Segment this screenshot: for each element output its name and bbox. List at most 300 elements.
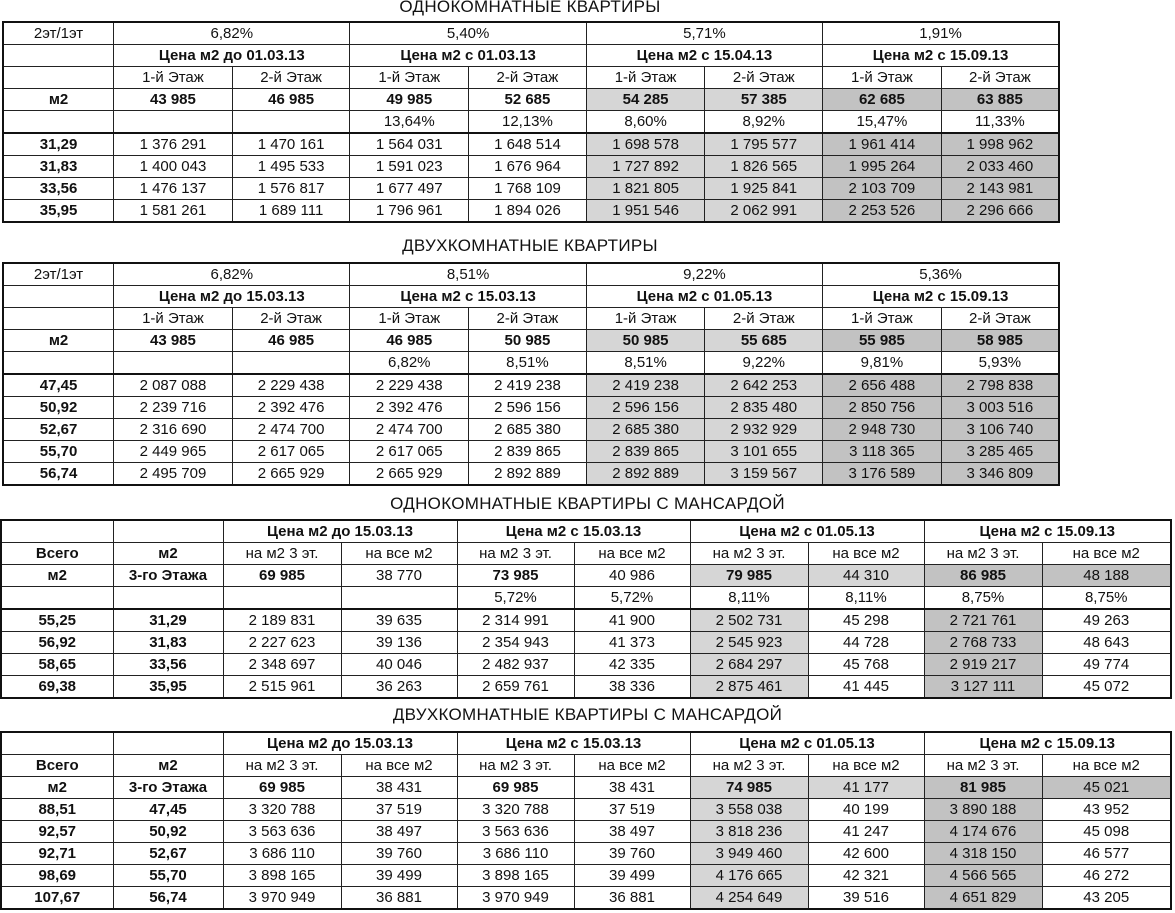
price-table-1room-attic	[0, 519, 1172, 699]
growth-percent: 12,13%	[469, 111, 587, 134]
growth-percent	[232, 352, 350, 375]
apartment-price: 1 476 137	[114, 178, 233, 200]
price-subheader: на все м2	[574, 755, 690, 777]
percent-increase: 5,71%	[586, 22, 822, 45]
apartment-price: 1 564 031	[350, 133, 469, 156]
price-subheader: на м2 3 эт.	[690, 543, 808, 565]
apartment-price: 1 648 514	[469, 133, 587, 156]
apartment-price: 2 798 838	[941, 374, 1059, 397]
apartment-price: 2 482 937	[457, 654, 574, 676]
section-title-1room-attic: ОДНОКОМНАТНЫЕ КВАРТИРЫ С МАНСАРДОЙ	[390, 494, 785, 513]
floor3-area: 31,29	[113, 609, 223, 632]
price-per-m2: 46 985	[350, 330, 469, 352]
area-m2: 33,56	[3, 178, 114, 200]
corner-label: 2эт/1эт	[3, 263, 114, 286]
growth-percent: 8,75%	[1042, 587, 1171, 610]
apartment-price: 2 596 156	[586, 397, 705, 419]
price-per-m2: 81 985	[924, 777, 1042, 799]
apartment-price: 41 445	[808, 676, 924, 699]
period-header: Цена м2 с 15.09.13	[924, 520, 1171, 543]
apartment-price: 45 768	[808, 654, 924, 676]
apartment-price: 2 839 865	[469, 441, 587, 463]
price-per-m2: 55 985	[823, 330, 942, 352]
table-row	[3, 441, 1059, 463]
apartment-price: 4 176 665	[690, 865, 808, 887]
apartment-price: 2 932 929	[705, 419, 823, 441]
percent-increase: 1,91%	[823, 22, 1059, 45]
apartment-price: 2 474 700	[232, 419, 350, 441]
period-header: Цена м2 с 15.03.13	[350, 286, 586, 308]
period-header: Цена м2 с 15.09.13	[823, 45, 1059, 67]
apartment-price: 3 346 809	[941, 463, 1059, 486]
empty-cell	[113, 732, 223, 755]
empty-cell	[3, 352, 114, 375]
price-table-1room	[2, 21, 1060, 223]
price-subheader: на м2 3 эт.	[223, 755, 341, 777]
apartment-price: 2 850 756	[823, 397, 942, 419]
price-per-m2-row	[1, 777, 1171, 799]
apartment-price: 2 449 965	[114, 441, 233, 463]
apartment-price: 1 727 892	[586, 156, 705, 178]
subheader-row	[1, 543, 1171, 565]
price-subheader: на все м2	[808, 543, 924, 565]
empty-cell	[113, 587, 223, 610]
apartment-price: 2 392 476	[350, 397, 469, 419]
floor-header: 1-й Этаж	[823, 308, 942, 330]
apartment-price: 2 919 217	[924, 654, 1042, 676]
apartment-price: 39 760	[574, 843, 690, 865]
apartment-price: 2 545 923	[690, 632, 808, 654]
apartment-price: 3 003 516	[941, 397, 1059, 419]
table-row	[1, 609, 1171, 632]
apartment-price: 43 205	[1042, 887, 1171, 910]
apartment-price: 1 576 817	[232, 178, 350, 200]
area-m2: 47,45	[3, 374, 114, 397]
apartment-price: 4 566 565	[924, 865, 1042, 887]
apartment-price: 49 774	[1042, 654, 1171, 676]
apartment-price: 2 835 480	[705, 397, 823, 419]
growth-percent: 8,60%	[586, 111, 705, 134]
apartment-price: 39 635	[341, 609, 457, 632]
percent-row	[3, 263, 1059, 286]
section-title-2room-attic: ДВУХКОМНАТНЫЕ КВАРТИРЫ С МАНСАРДОЙ	[392, 705, 783, 724]
area-m2: 56,74	[3, 463, 114, 486]
price-per-m2: 58 985	[941, 330, 1059, 352]
apartment-price: 1 821 805	[586, 178, 705, 200]
floor-row	[3, 67, 1059, 89]
apartment-price: 1 961 414	[823, 133, 942, 156]
growth-percent: 15,47%	[823, 111, 942, 134]
price-per-m2: 63 885	[941, 89, 1059, 111]
apartment-price: 44 728	[808, 632, 924, 654]
apartment-price: 38 497	[341, 821, 457, 843]
table-row	[1, 676, 1171, 699]
apartment-price: 1 826 565	[705, 156, 823, 178]
apartment-price: 3 970 949	[457, 887, 574, 910]
floor-header: 2-й Этаж	[469, 308, 587, 330]
apartment-price: 46 272	[1042, 865, 1171, 887]
apartment-price: 3 118 365	[823, 441, 942, 463]
floor3-area: 35,95	[113, 676, 223, 699]
period-row	[3, 45, 1059, 67]
apartment-price: 3 818 236	[690, 821, 808, 843]
apartment-price: 1 591 023	[350, 156, 469, 178]
table-row	[3, 156, 1059, 178]
apartment-price: 39 499	[341, 865, 457, 887]
price-per-m2: 86 985	[924, 565, 1042, 587]
floor-header: 1-й Этаж	[586, 308, 705, 330]
section-title-1room: ОДНОКОМНАТНЫЕ КВАРТИРЫ	[399, 0, 661, 16]
area-m2: 31,29	[3, 133, 114, 156]
apartment-price: 42 600	[808, 843, 924, 865]
apartment-price: 3 320 788	[457, 799, 574, 821]
apartment-price: 2 875 461	[690, 676, 808, 699]
apartment-price: 4 318 150	[924, 843, 1042, 865]
price-per-m2: 43 985	[114, 89, 233, 111]
apartment-price: 2 103 709	[823, 178, 942, 200]
price-per-m2: 79 985	[690, 565, 808, 587]
apartment-price: 45 072	[1042, 676, 1171, 699]
price-per-m2: 55 685	[705, 330, 823, 352]
area-m2: 55,70	[3, 441, 114, 463]
growth-percent: 8,75%	[924, 587, 1042, 610]
total-area: 98,69	[1, 865, 113, 887]
price-per-m2: 69 985	[223, 777, 341, 799]
price-subheader: на все м2	[341, 543, 457, 565]
apartment-price: 2 087 088	[114, 374, 233, 397]
floor-header: 2-й Этаж	[469, 67, 587, 89]
area-m2: 35,95	[3, 200, 114, 223]
apartment-price: 1 951 546	[586, 200, 705, 223]
apartment-price: 3 686 110	[223, 843, 341, 865]
empty-cell	[1, 587, 113, 610]
area-m2: 50,92	[3, 397, 114, 419]
apartment-price: 2 665 929	[232, 463, 350, 486]
apartment-price: 42 321	[808, 865, 924, 887]
price-subheader: на все м2	[1042, 543, 1171, 565]
apartment-price: 2 892 889	[586, 463, 705, 486]
apartment-price: 3 285 465	[941, 441, 1059, 463]
floor-header: 2-й Этаж	[232, 308, 350, 330]
total-area-header: Всего	[1, 755, 113, 777]
floor3-area: 31,83	[113, 632, 223, 654]
period-header: Цена м2 с 15.03.13	[457, 732, 690, 755]
apartment-price: 2 839 865	[586, 441, 705, 463]
apartment-price: 41 900	[574, 609, 690, 632]
period-header: Цена м2 до 15.03.13	[114, 286, 350, 308]
price-per-m2-row	[3, 330, 1059, 352]
percent-increase: 6,82%	[114, 263, 350, 286]
growth-percent: 8,92%	[705, 111, 823, 134]
apartment-price: 1 470 161	[232, 133, 350, 156]
apartment-price: 2 189 831	[223, 609, 341, 632]
table-row	[3, 419, 1059, 441]
apartment-price: 46 577	[1042, 843, 1171, 865]
period-header: Цена м2 с 01.05.13	[586, 286, 822, 308]
apartment-price: 3 127 111	[924, 676, 1042, 699]
growth-percent	[341, 587, 457, 610]
apartment-price: 3 898 165	[457, 865, 574, 887]
apartment-price: 2 892 889	[469, 463, 587, 486]
apartment-price: 39 136	[341, 632, 457, 654]
apartment-price: 2 617 065	[350, 441, 469, 463]
table-row	[3, 463, 1059, 486]
price-table-2room	[2, 262, 1060, 486]
apartment-price: 45 098	[1042, 821, 1171, 843]
price-per-m2: 44 310	[808, 565, 924, 587]
table-row	[3, 397, 1059, 419]
floor3-area-header: м2	[113, 755, 223, 777]
total-area: 107,67	[1, 887, 113, 910]
price-per-m2: 54 285	[586, 89, 705, 111]
price-per-m2: 57 385	[705, 89, 823, 111]
floor-header: 2-й Этаж	[941, 67, 1059, 89]
price-per-m2: 50 985	[586, 330, 705, 352]
floor-header: 1-й Этаж	[114, 67, 233, 89]
apartment-price: 2 495 709	[114, 463, 233, 486]
growth-row	[3, 352, 1059, 375]
apartment-price: 2 227 623	[223, 632, 341, 654]
apartment-price: 3 890 188	[924, 799, 1042, 821]
floor-header: 1-й Этаж	[350, 308, 469, 330]
apartment-price: 42 335	[574, 654, 690, 676]
section-title-2room: ДВУХКОМНАТНЫЕ КВАРТИРЫ	[402, 236, 658, 255]
apartment-price: 39 499	[574, 865, 690, 887]
apartment-price: 2 348 697	[223, 654, 341, 676]
growth-percent: 6,82%	[350, 352, 469, 375]
table-row	[3, 374, 1059, 397]
apartment-price: 2 229 438	[232, 374, 350, 397]
total-area: 56,92	[1, 632, 113, 654]
area-m2: 52,67	[3, 419, 114, 441]
apartment-price: 4 254 649	[690, 887, 808, 910]
price-subheader: на все м2	[1042, 755, 1171, 777]
period-header: Цена м2 с 01.05.13	[690, 732, 924, 755]
price-subheader: на м2 3 эт.	[924, 543, 1042, 565]
apartment-price: 1 676 964	[469, 156, 587, 178]
price-per-m2: 38 431	[341, 777, 457, 799]
apartment-price: 2 665 929	[350, 463, 469, 486]
apartment-price: 1 795 577	[705, 133, 823, 156]
price-per-m2: 62 685	[823, 89, 942, 111]
apartment-price: 43 952	[1042, 799, 1171, 821]
apartment-price: 2 253 526	[823, 200, 942, 223]
period-header: Цена м2 с 15.04.13	[586, 45, 822, 67]
apartment-price: 1 894 026	[469, 200, 587, 223]
apartment-price: 38 497	[574, 821, 690, 843]
price-table-2room-attic	[0, 731, 1172, 910]
apartment-price: 1 376 291	[114, 133, 233, 156]
total-area: 58,65	[1, 654, 113, 676]
apartment-price: 1 689 111	[232, 200, 350, 223]
price-subheader: на все м2	[574, 543, 690, 565]
table-row	[1, 799, 1171, 821]
apartment-price: 3 563 636	[223, 821, 341, 843]
area-m2: 31,83	[3, 156, 114, 178]
floor-header: 1-й Этаж	[823, 67, 942, 89]
apartment-price: 38 336	[574, 676, 690, 699]
apartment-price: 4 651 829	[924, 887, 1042, 910]
growth-percent: 5,93%	[941, 352, 1059, 375]
apartment-price: 1 998 962	[941, 133, 1059, 156]
floor-header: 1-й Этаж	[114, 308, 233, 330]
price-per-m2: 48 188	[1042, 565, 1171, 587]
empty-cell	[1, 732, 113, 755]
apartment-price: 1 698 578	[586, 133, 705, 156]
apartment-price: 2 296 666	[941, 200, 1059, 223]
apartment-price: 2 768 733	[924, 632, 1042, 654]
apartment-price: 2 642 253	[705, 374, 823, 397]
apartment-price: 2 419 238	[586, 374, 705, 397]
table-row	[1, 865, 1171, 887]
floor-header: 2-й Этаж	[941, 308, 1059, 330]
growth-row	[3, 111, 1059, 134]
empty-cell	[3, 67, 114, 89]
apartment-price: 1 796 961	[350, 200, 469, 223]
table-row	[1, 632, 1171, 654]
apartment-price: 2 515 961	[223, 676, 341, 699]
apartment-price: 1 995 264	[823, 156, 942, 178]
growth-percent: 8,11%	[690, 587, 808, 610]
apartment-price: 48 643	[1042, 632, 1171, 654]
apartment-price: 3 320 788	[223, 799, 341, 821]
apartment-price: 2 316 690	[114, 419, 233, 441]
growth-percent: 11,33%	[941, 111, 1059, 134]
apartment-price: 41 247	[808, 821, 924, 843]
floor3-area: 33,56	[113, 654, 223, 676]
corner-label: 2эт/1эт	[3, 22, 114, 45]
price-subheader: на все м2	[341, 755, 457, 777]
table-row	[3, 178, 1059, 200]
floor-row	[3, 308, 1059, 330]
apartment-price: 2 474 700	[350, 419, 469, 441]
apartment-price: 2 033 460	[941, 156, 1059, 178]
total-area-header-unit: м2	[1, 777, 113, 799]
price-per-m2: 38 431	[574, 777, 690, 799]
period-header: Цена м2 с 15.09.13	[924, 732, 1171, 755]
growth-percent: 9,81%	[823, 352, 942, 375]
price-per-m2-row	[1, 565, 1171, 587]
price-per-m2: 40 986	[574, 565, 690, 587]
price-subheader: на м2 3 эт.	[457, 755, 574, 777]
apartment-price: 2 948 730	[823, 419, 942, 441]
apartment-price: 3 970 949	[223, 887, 341, 910]
apartment-price: 39 760	[341, 843, 457, 865]
total-area: 88,51	[1, 799, 113, 821]
empty-cell	[113, 520, 223, 543]
empty-cell	[3, 45, 114, 67]
apartment-price: 2 685 380	[586, 419, 705, 441]
growth-percent: 8,51%	[586, 352, 705, 375]
period-row	[1, 520, 1171, 543]
apartment-price: 2 659 761	[457, 676, 574, 699]
apartment-price: 3 563 636	[457, 821, 574, 843]
apartment-price: 1 400 043	[114, 156, 233, 178]
apartment-price: 41 373	[574, 632, 690, 654]
floor3-area: 52,67	[113, 843, 223, 865]
period-row	[3, 286, 1059, 308]
apartment-price: 1 768 109	[469, 178, 587, 200]
apartment-price: 1 495 533	[232, 156, 350, 178]
percent-increase: 5,40%	[350, 22, 586, 45]
price-per-m2: 43 985	[114, 330, 233, 352]
m2-label: м2	[3, 330, 114, 352]
apartment-price: 4 174 676	[924, 821, 1042, 843]
growth-percent	[232, 111, 350, 134]
price-subheader: на м2 3 эт.	[690, 755, 808, 777]
growth-row	[1, 587, 1171, 610]
apartment-price: 1 925 841	[705, 178, 823, 200]
table-row	[1, 821, 1171, 843]
apartment-price: 3 159 567	[705, 463, 823, 486]
apartment-price: 3 898 165	[223, 865, 341, 887]
floor-header: 1-й Этаж	[350, 67, 469, 89]
apartment-price: 39 516	[808, 887, 924, 910]
empty-cell	[3, 308, 114, 330]
floor3-area: 56,74	[113, 887, 223, 910]
growth-percent	[114, 352, 233, 375]
total-area: 92,71	[1, 843, 113, 865]
apartment-price: 2 314 991	[457, 609, 574, 632]
period-header: Цена м2 до 01.03.13	[114, 45, 350, 67]
table-row	[3, 133, 1059, 156]
table-row	[3, 200, 1059, 223]
price-per-m2: 49 985	[350, 89, 469, 111]
apartment-price: 2 596 156	[469, 397, 587, 419]
apartment-price: 36 263	[341, 676, 457, 699]
apartment-price: 3 101 655	[705, 441, 823, 463]
floor3-area-header: м2	[113, 543, 223, 565]
period-header: Цена м2 до 15.03.13	[223, 520, 457, 543]
price-per-m2: 46 985	[232, 330, 350, 352]
floor3-area-header-unit: 3-го Этажа	[113, 565, 223, 587]
table-row	[1, 887, 1171, 910]
growth-percent: 13,64%	[350, 111, 469, 134]
growth-percent: 8,51%	[469, 352, 587, 375]
apartment-price: 3 106 740	[941, 419, 1059, 441]
apartment-price: 3 949 460	[690, 843, 808, 865]
apartment-price: 36 881	[574, 887, 690, 910]
total-area: 55,25	[1, 609, 113, 632]
price-per-m2: 69 985	[223, 565, 341, 587]
apartment-price: 3 686 110	[457, 843, 574, 865]
floor3-area: 55,70	[113, 865, 223, 887]
apartment-price: 49 263	[1042, 609, 1171, 632]
total-area: 69,38	[1, 676, 113, 699]
apartment-price: 2 656 488	[823, 374, 942, 397]
percent-increase: 8,51%	[350, 263, 586, 286]
apartment-price: 2 721 761	[924, 609, 1042, 632]
growth-percent: 8,11%	[808, 587, 924, 610]
apartment-price: 2 502 731	[690, 609, 808, 632]
period-header: Цена м2 с 15.09.13	[823, 286, 1059, 308]
subheader-row	[1, 755, 1171, 777]
floor3-area-header-unit: 3-го Этажа	[113, 777, 223, 799]
apartment-price: 2 617 065	[232, 441, 350, 463]
apartment-price: 3 558 038	[690, 799, 808, 821]
price-subheader: на м2 3 эт.	[223, 543, 341, 565]
growth-percent: 5,72%	[574, 587, 690, 610]
empty-cell	[1, 520, 113, 543]
period-header: Цена м2 с 01.03.13	[350, 45, 586, 67]
total-area: 92,57	[1, 821, 113, 843]
apartment-price: 36 881	[341, 887, 457, 910]
total-area-header: Всего	[1, 543, 113, 565]
price-per-m2: 38 770	[341, 565, 457, 587]
price-subheader: на м2 3 эт.	[924, 755, 1042, 777]
apartment-price: 2 229 438	[350, 374, 469, 397]
apartment-price: 40 199	[808, 799, 924, 821]
